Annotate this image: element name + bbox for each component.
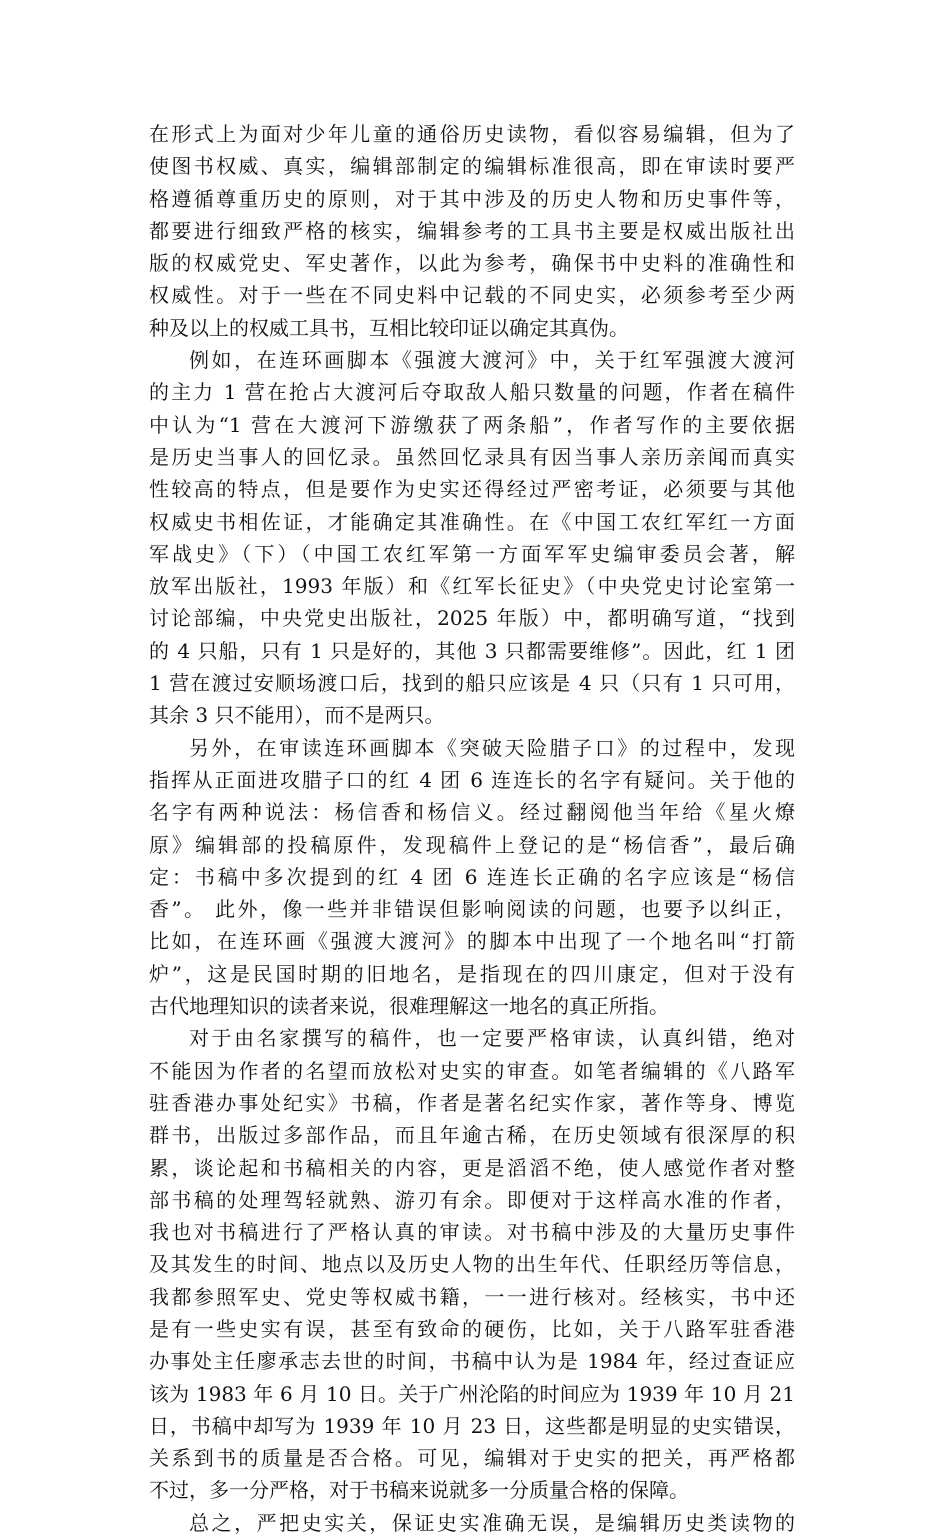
text-line: 比如，在连环画《强渡大渡河》的脚本中出现了一个地名叫“打箭	[149, 929, 795, 954]
text-line: 的 4 只船，只有 1 只是好的，其他 3 只都需要维修”。因此，红 1 团	[149, 638, 795, 663]
text-line: 放军出版社，1993 年版）和《红军长征史》（中央党史讨论室第一	[149, 574, 795, 599]
text-line: 1 营在渡过安顺场渡口后，找到的船只应该是 4 只（只有 1 只可用，	[149, 671, 795, 696]
text-line: 部书稿的处理驾轻就熟、游刃有余。即便对于这样高水准的作者，	[149, 1187, 795, 1212]
text-line: 对于由名家撰写的稿件，也一定要严格审读，认真纠错，绝对	[189, 1026, 795, 1051]
text-line: 讨论部编，中央党史出版社，2025 年版）中，都明确写道，“找到	[149, 606, 795, 631]
text-line: 名字有两种说法：杨信香和杨信义。经过翻阅他当年给《星火燎	[149, 800, 795, 825]
text-line: 群书，出版过多部作品，而且年逾古稀，在历史领域有很深厚的积	[149, 1123, 795, 1148]
text-line: 种及以上的权威工具书，互相比较印证以确定其真伪。	[149, 315, 629, 340]
text-line: 的主力 1 营在抢占大渡河后夺取敌人船只数量的问题，作者在稿件	[149, 380, 795, 405]
text-line: 军战史》（下）（中国工农红军第一方面军军史编审委员会著，解	[149, 541, 795, 566]
text-line: 原》编辑部的投稿原件，发现稿件上登记的是“杨信香”，最后确	[149, 832, 795, 857]
text-line: 版的权威党史、军史著作，以此为参考，确保书中史料的准确性和	[149, 251, 795, 276]
text-line: 关系到书的质量是否合格。可见，编辑对于史实的把关，再严格都	[149, 1446, 795, 1471]
text-line: 古代地理知识的读者来说，很难理解这一地名的真正所指。	[149, 994, 669, 1019]
text-line: 日，书稿中却写为 1939 年 10 月 23 日，这些都是明显的史实错误，	[149, 1413, 795, 1438]
text-line: 指挥从正面进攻腊子口的红 4 团 6 连连长的名字有疑问。关于他的	[149, 767, 795, 792]
text-line: 累，谈论起和书稿相关的内容，更是滔滔不绝，使人感觉作者对整	[149, 1155, 795, 1180]
text-line: 中认为“1 营在大渡河下游缴获了两条船”，作者写作的主要依据	[149, 412, 795, 437]
text-line: 我都参照军史、党史等权威书籍，一一进行核对。经核实，书中还	[149, 1284, 795, 1309]
text-line: 总之，严把史实关，保证史实准确无误，是编辑历史类读物的	[189, 1510, 795, 1535]
text-line: 都要进行细致严格的核实，编辑参考的工具书主要是权威出版社出	[149, 218, 795, 243]
text-line: 及其发生的时间、地点以及历史人物的出生年代、任职经历等信息，	[149, 1252, 795, 1277]
text-line: 驻香港办事处纪实》书稿，作者是著名纪实作家，著作等身、博览	[149, 1090, 795, 1115]
text-line: 权威史书相佐证，才能确定其准确性。在《中国工农红军红一方面	[149, 509, 795, 534]
text-line: 是历史当事人的回忆录。虽然回忆录具有因当事人亲历亲闻而真实	[149, 444, 795, 469]
text-line: 不过，多一分严格，对于书稿来说就多一分质量合格的保障。	[149, 1478, 689, 1503]
text-line: 其余 3 只不能用），而不是两只。	[149, 703, 445, 728]
text-line: 例如，在连环画脚本《强渡大渡河》中，关于红军强渡大渡河	[189, 348, 795, 373]
text-line: 香”。 此外，像一些并非错误但影响阅读的问题，也要予以纠正，	[149, 897, 795, 922]
text-line: 是有一些史实有误，甚至有致命的硬伤，比如，关于八路军驻香港	[149, 1316, 795, 1341]
text-line: 该为 1983 年 6 月 10 日。关于广州沦陷的时间应为 1939 年 10 月 21	[149, 1381, 795, 1406]
text-line: 格遵循尊重历史的原则，对于其中涉及的历史人物和历史事件等，	[149, 186, 795, 211]
text-line: 使图书权威、真实，编辑部制定的编辑标准很高，即在审读时要严	[149, 154, 795, 179]
text-line: 不能因为作者的名望而放松对史实的审查。如笔者编辑的《八路军	[149, 1058, 795, 1083]
text-line: 炉”，这是民国时期的旧地名，是指现在的四川康定，但对于没有	[149, 961, 795, 986]
text-line: 办事处主任廖承志去世的时间，书稿中认为是 1984 年，经过查证应	[149, 1349, 795, 1374]
text-line: 性较高的特点，但是要作为史实还得经过严密考证，必须要与其他	[149, 477, 795, 502]
body-text	[149, 118, 795, 1539]
text-line: 权威性。对于一些在不同史料中记载的不同史实，必须参考至少两	[149, 283, 795, 308]
text-line: 在形式上为面对少年儿童的通俗历史读物，看似容易编辑，但为了	[149, 122, 795, 146]
text-line: 定：书稿中多次提到的红 4 团 6 连连长正确的名字应该是“杨信	[149, 864, 795, 889]
text-line: 我也对书稿进行了严格认真的审读。对书稿中涉及的大量历史事件	[149, 1220, 795, 1245]
text-line: 另外，在审读连环画脚本《突破天险腊子口》的过程中，发现	[189, 735, 795, 760]
